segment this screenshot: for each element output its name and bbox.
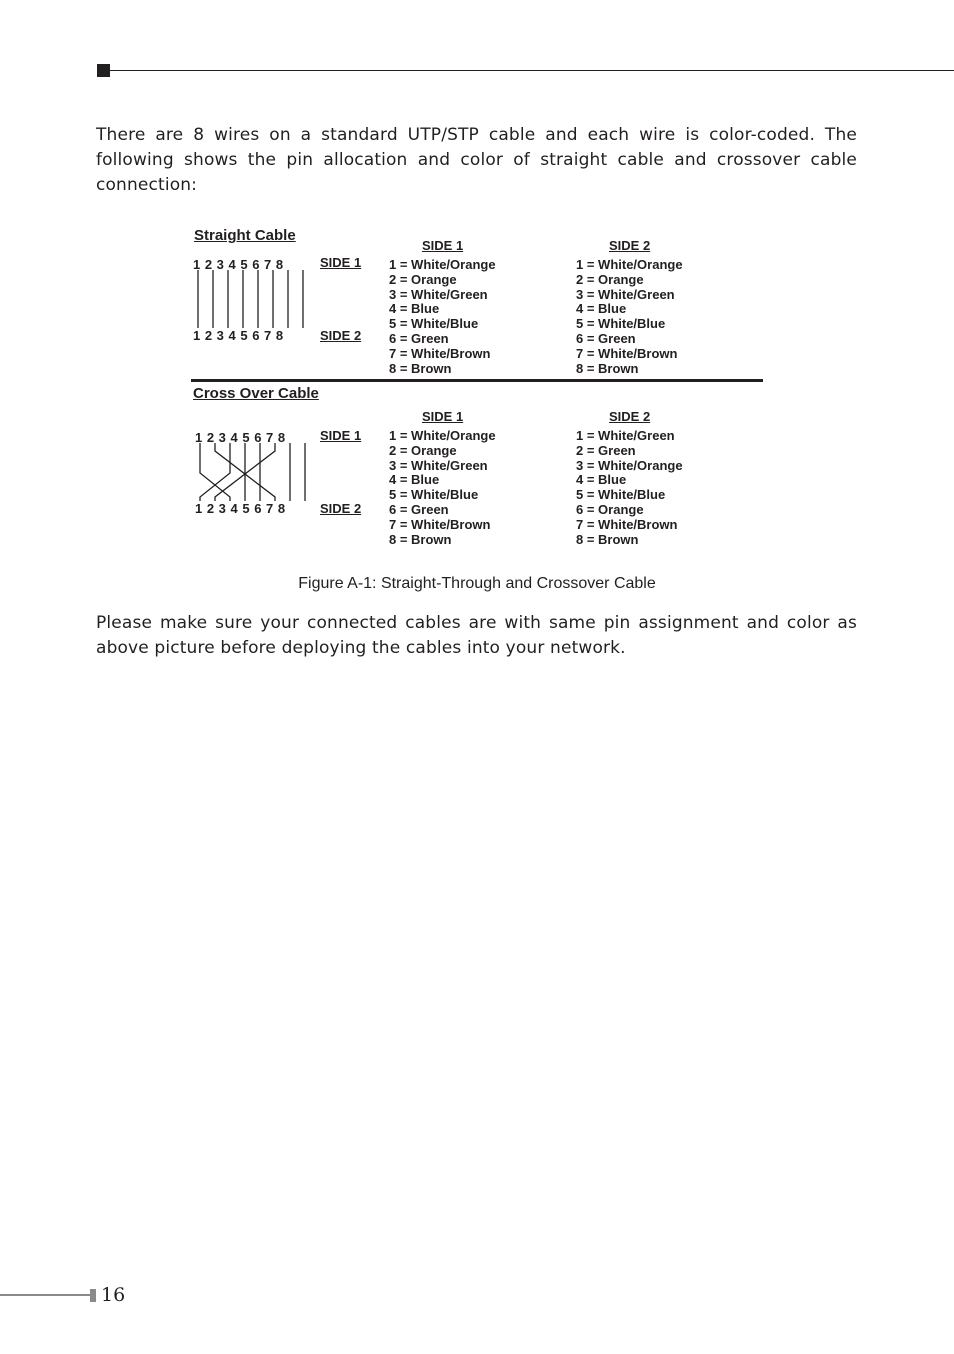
crossover-pins-bottom: 1 2 3 4 5 6 7 8: [195, 501, 286, 516]
list-item: 1 = White/Orange: [389, 257, 496, 272]
list-item: 5 = White/Blue: [389, 487, 479, 503]
crossover-side2-header: SIDE 2: [609, 409, 651, 424]
list-item: 2 = Orange: [389, 442, 457, 458]
list-item: 5 = White/Blue: [576, 316, 666, 332]
list-item: 6 = Green: [576, 330, 636, 346]
list-item: 3 = White/Orange: [576, 457, 683, 473]
straight-side2-list: [576, 258, 683, 376]
header-rule: [110, 70, 954, 71]
straight-side1-label: SIDE 1: [320, 255, 362, 270]
list-item: 4 = Blue: [576, 472, 627, 488]
list-item: 1 = White/Orange: [389, 428, 496, 443]
footer-mark: [90, 1289, 96, 1302]
crossover-side1-header: SIDE 1: [422, 409, 464, 424]
list-item: 6 = Green: [389, 330, 449, 346]
intro-paragraph: There are 8 wires on a standard UTP/STP cable and each wire is color-coded. The following shows the pin allocation and color of straight cable and crossover cable connection:: [96, 125, 857, 195]
crossover-side2-label: SIDE 2: [320, 501, 362, 516]
straight-pins-bottom: 1 2 3 4 5 6 7 8: [193, 328, 284, 343]
crossover-pins-top: 1 2 3 4 5 6 7 8: [195, 430, 286, 445]
list-item: 8 = Brown: [389, 531, 452, 547]
list-item: 8 = Brown: [389, 360, 452, 376]
list-item: 5 = White/Blue: [576, 487, 666, 503]
list-item: 6 = Green: [389, 501, 449, 517]
header-square: [97, 64, 110, 77]
list-item: 2 = Green: [576, 442, 636, 458]
list-item: 8 = Brown: [576, 360, 639, 376]
list-item: 3 = White/Green: [576, 286, 675, 302]
crossover-side1-label: SIDE 1: [320, 428, 362, 443]
list-item: 4 = Blue: [576, 301, 627, 317]
list-item: 7 = White/Brown: [389, 345, 491, 361]
list-item: 7 = White/Brown: [576, 516, 678, 532]
figure-caption: Figure A-1: Straight-Through and Crossover Cable: [298, 575, 656, 592]
list-item: 3 = White/Green: [389, 286, 488, 302]
list-item: 5 = White/Blue: [389, 316, 479, 332]
straight-side2-header: SIDE 2: [609, 238, 651, 253]
list-item: 2 = Orange: [389, 271, 457, 287]
crossover-wiring-diagram: [190, 441, 315, 503]
straight-side1-header: SIDE 1: [422, 238, 464, 253]
straight-side1-list: [389, 258, 496, 376]
straight-pins-top: 1 2 3 4 5 6 7 8: [193, 257, 284, 272]
straight-wiring-diagram: [190, 268, 315, 330]
straight-cable-title: Straight Cable: [194, 227, 296, 244]
section-divider: [191, 379, 763, 382]
page-number: 16: [101, 1284, 126, 1306]
crossover-cable-title: Cross Over Cable: [193, 385, 319, 402]
list-item: 1 = White/Orange: [576, 257, 683, 272]
list-item: 8 = Brown: [576, 531, 639, 547]
footer-rule: [0, 1294, 90, 1296]
list-item: 2 = Orange: [576, 271, 644, 287]
crossover-side2-list: [576, 429, 683, 547]
list-item: 4 = Blue: [389, 472, 440, 488]
straight-side2-label: SIDE 2: [320, 328, 362, 343]
list-item: 7 = White/Brown: [576, 345, 678, 361]
list-item: 4 = Blue: [389, 301, 440, 317]
closing-paragraph: Please make sure your connected cables are with same pin assignment and color as above picture before deploying the cables into your network.: [96, 613, 857, 658]
crossover-side1-list: [389, 429, 496, 547]
list-item: 1 = White/Green: [576, 428, 675, 443]
list-item: 3 = White/Green: [389, 457, 488, 473]
list-item: 6 = Orange: [576, 501, 644, 517]
list-item: 7 = White/Brown: [389, 516, 491, 532]
